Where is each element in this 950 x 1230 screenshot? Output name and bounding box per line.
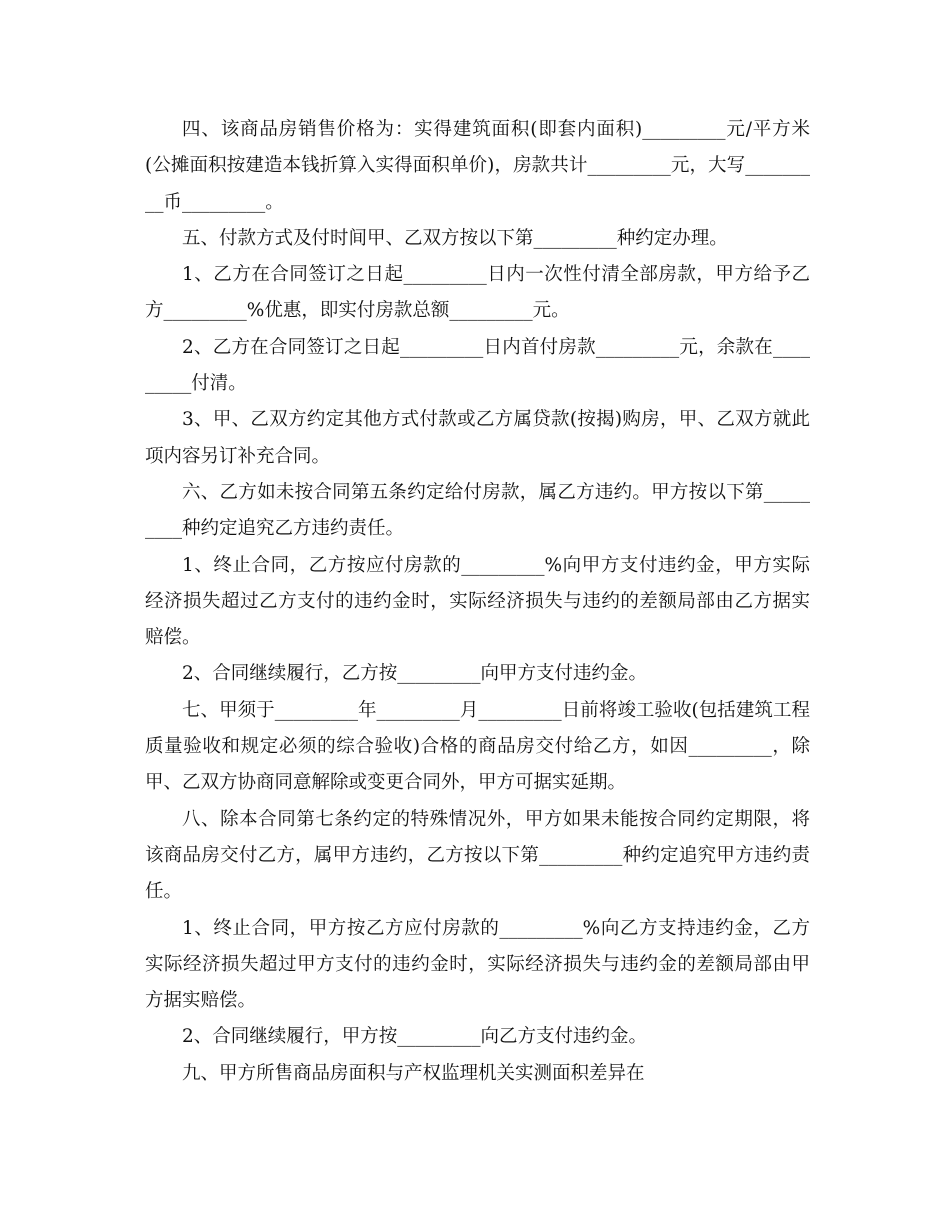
clause-6-item-2: 2、合同继续履行，乙方按_________向甲方支付违约金。 — [182, 663, 648, 685]
clause-8-seller-default: 八、除本合同第七条约定的特殊情况外，甲方如果未能按合同约定期限，将该商品房交付乙方，属甲方违约，乙方按以下第_________种约定追究甲方违约责任。 — [145, 808, 810, 903]
clause-7-delivery: 七、甲须于_________年_________月_________日前将竣工验收(包括建筑工程质量验收和规定必须的综合验收)合格的商品房交付给乙方，如因_________，除甲、乙双方协商同意解除或变更合同外，甲方可据实延期。 — [145, 699, 810, 794]
clause-5-item-3: 3、甲、乙双方约定其他方式付款或乙方属贷款(按揭)购房，甲、乙双方就此项内容另订补充合同。 — [145, 409, 810, 467]
clause-8-item-1: 1、终止合同，甲方按乙方应付房款的_________%向乙方支持违约金，乙方实际经济损失超过甲方支付的违约金时，实际经济损失与违约金的差额局部由甲方据实赔偿。 — [145, 917, 810, 1012]
clause-9-area-difference: 九、甲方所售商品房面积与产权监理机关实测面积差异在 — [182, 1062, 645, 1084]
clause-6-buyer-default: 六、乙方如未按合同第五条约定给付房款，属乙方违约。甲方按以下第_________种约定追究乙方违约责任。 — [145, 481, 810, 540]
clause-5-item-1: 1、乙方在合同签订之日起_________日内一次性付清全部房款，甲方给予乙方_________%优惠，即实付房款总额_________元。 — [145, 264, 810, 322]
clause-5-item-2: 2、乙方在合同签订之日起_________日内首付房款_________元，余款在_________付清。 — [145, 336, 810, 395]
clause-8-item-2: 2、合同继续履行，甲方按_________向乙方支付违约金。 — [182, 1026, 648, 1048]
clause-4-price: 四、该商品房销售价格为：实得建筑面积(即套内面积)_________元/平方米(公摊面积按建造本钱折算入实得面积单价)，房款共计_________元，大写_________币_________。 — [145, 119, 810, 213]
document-page — [145, 112, 810, 1092]
clause-5-payment-method: 五、付款方式及付时间甲、乙双方按以下第_________种约定办理。 — [182, 227, 728, 249]
clause-6-item-1: 1、终止合同，乙方按应付房款的_________%向甲方支付违约金，甲方实际经济损失超过乙方支付的违约金时，实际经济损失与违约的差额局部由乙方据实赔偿。 — [145, 554, 810, 649]
